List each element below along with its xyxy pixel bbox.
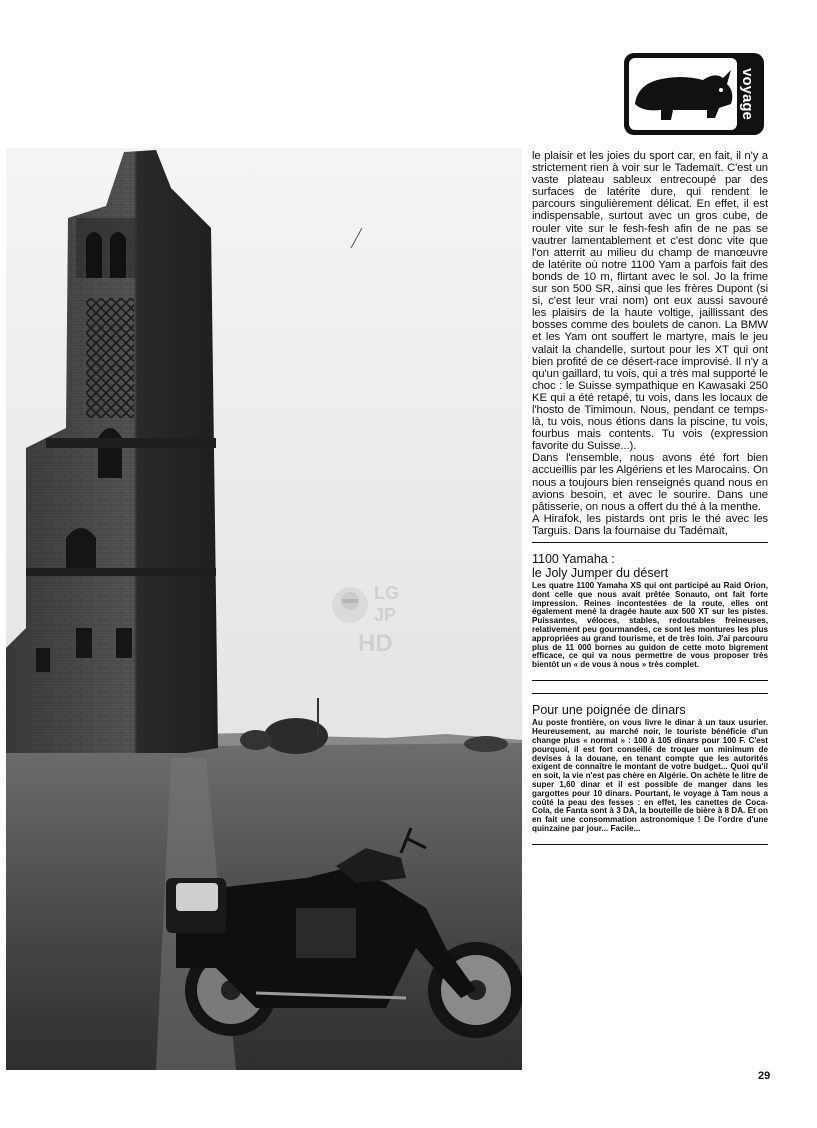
section-divider — [532, 844, 768, 845]
section-divider — [532, 693, 768, 694]
article-body — [532, 150, 768, 537]
watermark-text-3: HD — [358, 630, 393, 657]
section-divider — [532, 542, 768, 543]
watermark-logo — [328, 575, 412, 659]
box-subtitle: le Joly Jumper du désert — [532, 565, 669, 580]
article-paragraph: le plaisir et les joies du sport car, en fait, il n'y a strictement rien à voir sur le Tademaït. C'est un vaste plateau sableux entrecoupé par des surfaces de latérite dure, qui rendent le parcours singulièrement délicat. En effet, il est indispensable, surtout avec un gros cube, de rouler vite sur le fesh-fesh afin de ne pas se vautrer lamentablement et c'est donc vite que l'on atterrit au milieu du champ de manœuvre de latérite où notre 1100 Yam a parfois fait des bonds de 10 m, flirtant avec le sol. Jo la frime sur son 500 SR, ainsi que les frères Dupont (si si, c'est leur vrai nom) ont eux aussi savouré les plaisirs de la haute voltige, jaillissant des bosses comme des boulets de canon. La BMW et les Yam ont souffert le martyre, mais le jeu valait la chandelle, surtout pour les XT qui ont bien profité de ce désert-race improvisé. Il n'y a qu'un gaillard, tu vois, qui a très mal supporté le choc : le Suisse sympathique en Kawasaki 250 KE qui a été retapé, tu vois, dans les locaux de l'hosto de Timimoun. Nous, pendant ce temps-là, tu vois, nous étions dans la piscine, tu vois, fourbus mais contents. Tu vois (expression favorite du Suisse...). — [532, 150, 768, 453]
box-text: Au poste frontière, on vous livre le dinar à un taux usurier. Heureusement, au marché noir, le touriste bénéficie d'un change plus « normal » : 100 à 105 dinars pour 100 F. C'est pourquoi, il est fort conseillé de troquer un minimum de devises à la douane, en tenant compte que les autorités exigent de connaître le montant de votre budget... Quoi qu'il en soit, la vie n'est pas chère en Algérie. On achète le litre de super 1,60 dinar et il est possible de manger dans les gargottes pour 10 dinars. Pourtant, le voyage à Tam nous a coûté la peau des fesses : en effet, les canettes de Coca-Cola, de Fanta sont à 3 DA, la bouteille de bière à 8 DA. Et on en fait une consommation astronomique ! De l'ordre d'une quinzaine par jour... Facile... — [532, 718, 768, 834]
article-paragraph: Dans l'ensemble, nous avons été fort bien accueillis par les Algériens et les Marocains. On nous a toujours bien renseignés quand nous en avions besoin, et avec le sourire. Dans une pâtisserie, on nous a offert du thé à la menthe. — [532, 452, 768, 513]
box-title: Pour une poignée de dinars — [532, 702, 686, 717]
box-text: Les quatre 1100 Yamaha XS qui ont participé au Raid Orion, dont celle que nous avait prêtée Sonauto, ont fait forte impression. Reines incontestées de la route, elles ont également mené la dragée haute aux 500 XT sur les pistes. Puissantes, véloces, stables, redoutables freineuses, relativement peu gourmandes, ce sont les montures les plus appropriées au grand tourisme, et de très loin. J'ai parcouru plus de 11 000 bornes au guidon de cette moto bigrement efficace, ce qui va nous permettre de vous proposer très bientôt un « de vous à nous » très complet. — [532, 581, 768, 670]
tower-motorcycle-photo — [6, 148, 522, 1070]
text-column — [532, 150, 768, 845]
article-paragraph: A Hirafok, les pistards ont pris le thé avec les Targuis. Dans la fournaise du Tadémaït, — [532, 512, 768, 537]
watermark-text-2: JP — [374, 605, 397, 625]
section-badge — [623, 52, 765, 136]
section-divider — [532, 680, 768, 681]
box-title: 1100 Yamaha : — [532, 552, 615, 566]
sidebar-box-dinars — [532, 704, 768, 834]
watermark-text-1: LG — [374, 583, 399, 603]
article-photo — [6, 148, 522, 1070]
page-number: 29 — [758, 1070, 771, 1082]
sidebar-box-yamaha — [532, 553, 768, 670]
badge-label: voyage — [739, 68, 757, 120]
